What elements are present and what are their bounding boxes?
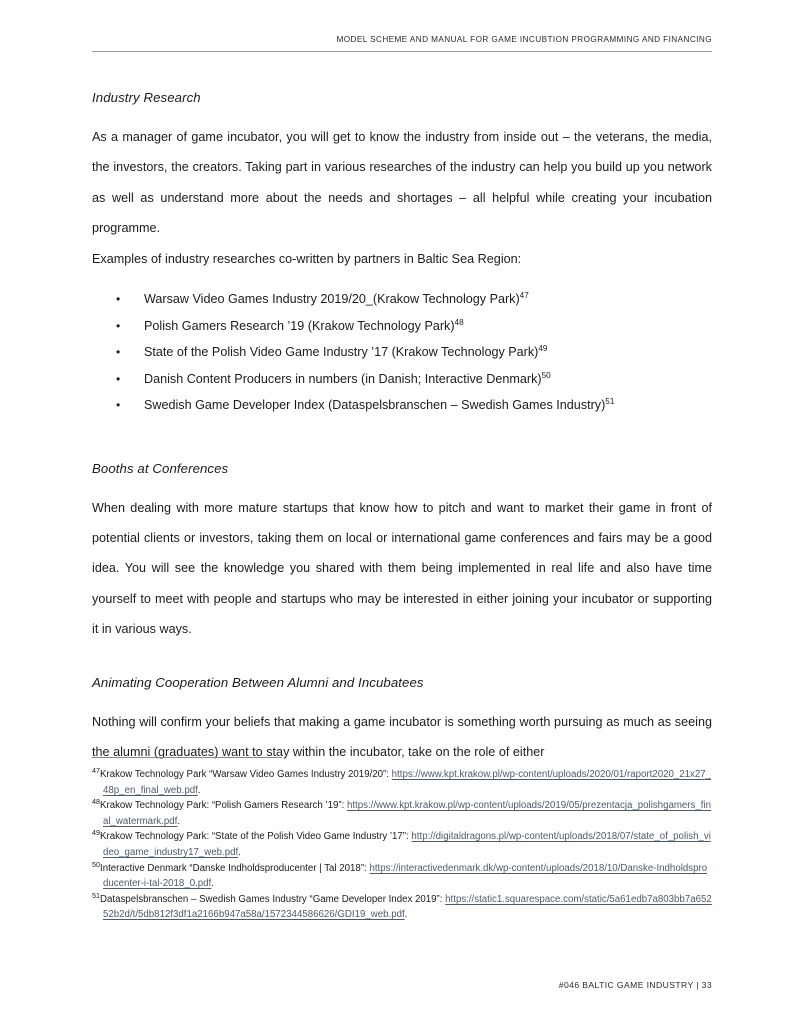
footnote-number: 47	[92, 765, 100, 775]
footnote-link[interactable]: https://www.kpt.krakow.pl/wp-content/uploads/2019/05/prezentacja_polishgamers_final_watermark.pdf	[103, 800, 711, 827]
footnote-49	[92, 829, 712, 860]
paragraph-animating-cooperation-1: Nothing will confirm your beliefs that making a game incubator is something worth pursuing as much as seeing the alumni (graduates) want to stay within the incubator, take on the role of either	[92, 714, 712, 759]
list-item-text: Warsaw Video Games Industry 2019/20_(Krakow Technology Park)	[144, 292, 520, 307]
footnote-ref[interactable]: 49	[538, 343, 548, 353]
bullet-icon: •	[116, 371, 121, 386]
heading-booths-at-conferences: Booths at Conferences	[92, 460, 229, 476]
footnote-number: 50	[92, 859, 100, 869]
footer-text: #046 BALTIC GAME INDUSTRY | 33	[558, 980, 712, 990]
heading-industry-research: Industry Research	[92, 90, 201, 105]
footnote-suffix: .	[177, 815, 181, 827]
footnote-text: Interactive Denmark “Danske Indholdsproducenter | Tal 2018”:	[100, 862, 370, 874]
footnote-51	[92, 892, 712, 923]
footnote-link[interactable]: https://static1.squarespace.com/static/5a61edb7a803bb7a65252b2d/t/5db812f3df1a2166b947a58a/1572344586626/GDI19_web.pdf	[103, 893, 712, 921]
spacer	[92, 693, 712, 707]
footnote-link[interactable]: https://interactivedenmark.dk/wp-content/uploads/2018/10/Danske-Indholdsproducenter-i-tal-2018_0.pdf	[103, 862, 708, 890]
list-item-text: Danish Content Producers in numbers (in Danish; Interactive Denmark)	[144, 371, 542, 386]
paragraph-booths-at-conferences-1: When dealing with more mature startups that know how to pitch and want to market their game in front of potential clients or investors, taking them on local or international game conferences and fairs may be a good idea. You will see the knowledge you shared with them being implemented in real life and also have time yourself to meet with people and startups who may be interested in either joining your incubator or supporting it in various ways.	[92, 500, 712, 637]
footnote-ref[interactable]: 48	[454, 317, 464, 327]
list-item	[92, 339, 712, 366]
footnote-text: Dataspelsbranschen – Swedish Games Industry “Game Developer Index 2019”:	[100, 893, 446, 905]
spacer	[92, 108, 712, 122]
list-item	[92, 366, 712, 393]
list-item-text: State of the Polish Video Game Industry ’17 (Krakow Technology Park)	[144, 345, 539, 360]
list-item-text: Swedish Game Developer Index (Dataspelsbranschen – Swedish Games Industry)	[144, 398, 606, 413]
page-footer	[92, 980, 712, 990]
footnote-suffix: .	[238, 846, 241, 858]
running-header	[92, 34, 712, 52]
bullet-icon: •	[116, 318, 121, 333]
bullet-icon: •	[116, 398, 121, 413]
list-item-text: Polish Gamers Research ’19 (Krakow Technology Park)	[144, 318, 455, 333]
list-item	[92, 313, 712, 340]
paragraph-industry-research-1: As a manager of game incubator, you will get to know the industry from inside out – the veterans, the media, the investors, the creators. Taking part in various researches of the industry can help you build up you network as well as understand more about the needs and shortages – all helpful while creating your incubation programme.	[92, 130, 712, 236]
spacer	[92, 645, 712, 673]
paragraph-industry-research-2: Examples of industry researches co-written by partners in Baltic Sea Region:	[92, 251, 522, 266]
footnote-link[interactable]: https://www.kpt.krakow.pl/wp-content/uploads/2020/01/raport2020_21x27_48p_en_final_web.pdf	[103, 769, 712, 796]
spacer	[92, 419, 712, 459]
footnote-suffix: .	[211, 878, 214, 890]
document-body	[92, 88, 712, 767]
footnote-text: Krakow Technology Park: “State of the Polish Video Game Industry ’17”:	[100, 831, 412, 843]
footnote-text: Krakow Technology Park: “Polish Gamers Research ’19”:	[100, 800, 347, 812]
footnote-47	[92, 767, 712, 798]
footnote-number: 48	[92, 796, 100, 806]
footnote-number: 49	[92, 828, 100, 838]
bullet-icon: •	[116, 292, 121, 307]
footnote-suffix: .	[197, 784, 201, 796]
footnote-ref[interactable]: 47	[519, 290, 529, 300]
list-item	[92, 286, 712, 313]
footnote-48	[92, 798, 712, 829]
bullet-icon: •	[116, 345, 121, 360]
footnote-50	[92, 861, 712, 892]
footnote-number: 51	[92, 890, 100, 900]
footnote-suffix: .	[404, 909, 408, 921]
footnote-separator	[92, 757, 282, 758]
footnotes-area	[92, 757, 712, 923]
heading-animating-cooperation: Animating Cooperation Between Alumni and Incubatees	[92, 674, 424, 690]
footnote-text: Krakow Technology Park “Warsaw Video Games Industry 2019/20”:	[100, 769, 392, 780]
footnote-link[interactable]: http://digitaldragons.pl/wp-content/uploads/2018/07/state_of_polish_video_game_industry17_web.pdf	[103, 831, 711, 858]
list-item	[92, 392, 712, 419]
industry-research-list	[92, 286, 712, 419]
footnote-ref[interactable]: 51	[605, 396, 615, 406]
running-header-text: MODEL SCHEME AND MANUAL FOR GAME INCUBTION PROGRAMMING AND FINANCING	[336, 35, 712, 44]
spacer	[92, 479, 712, 493]
footnote-ref[interactable]: 50	[541, 370, 551, 380]
header-divider	[92, 51, 712, 52]
